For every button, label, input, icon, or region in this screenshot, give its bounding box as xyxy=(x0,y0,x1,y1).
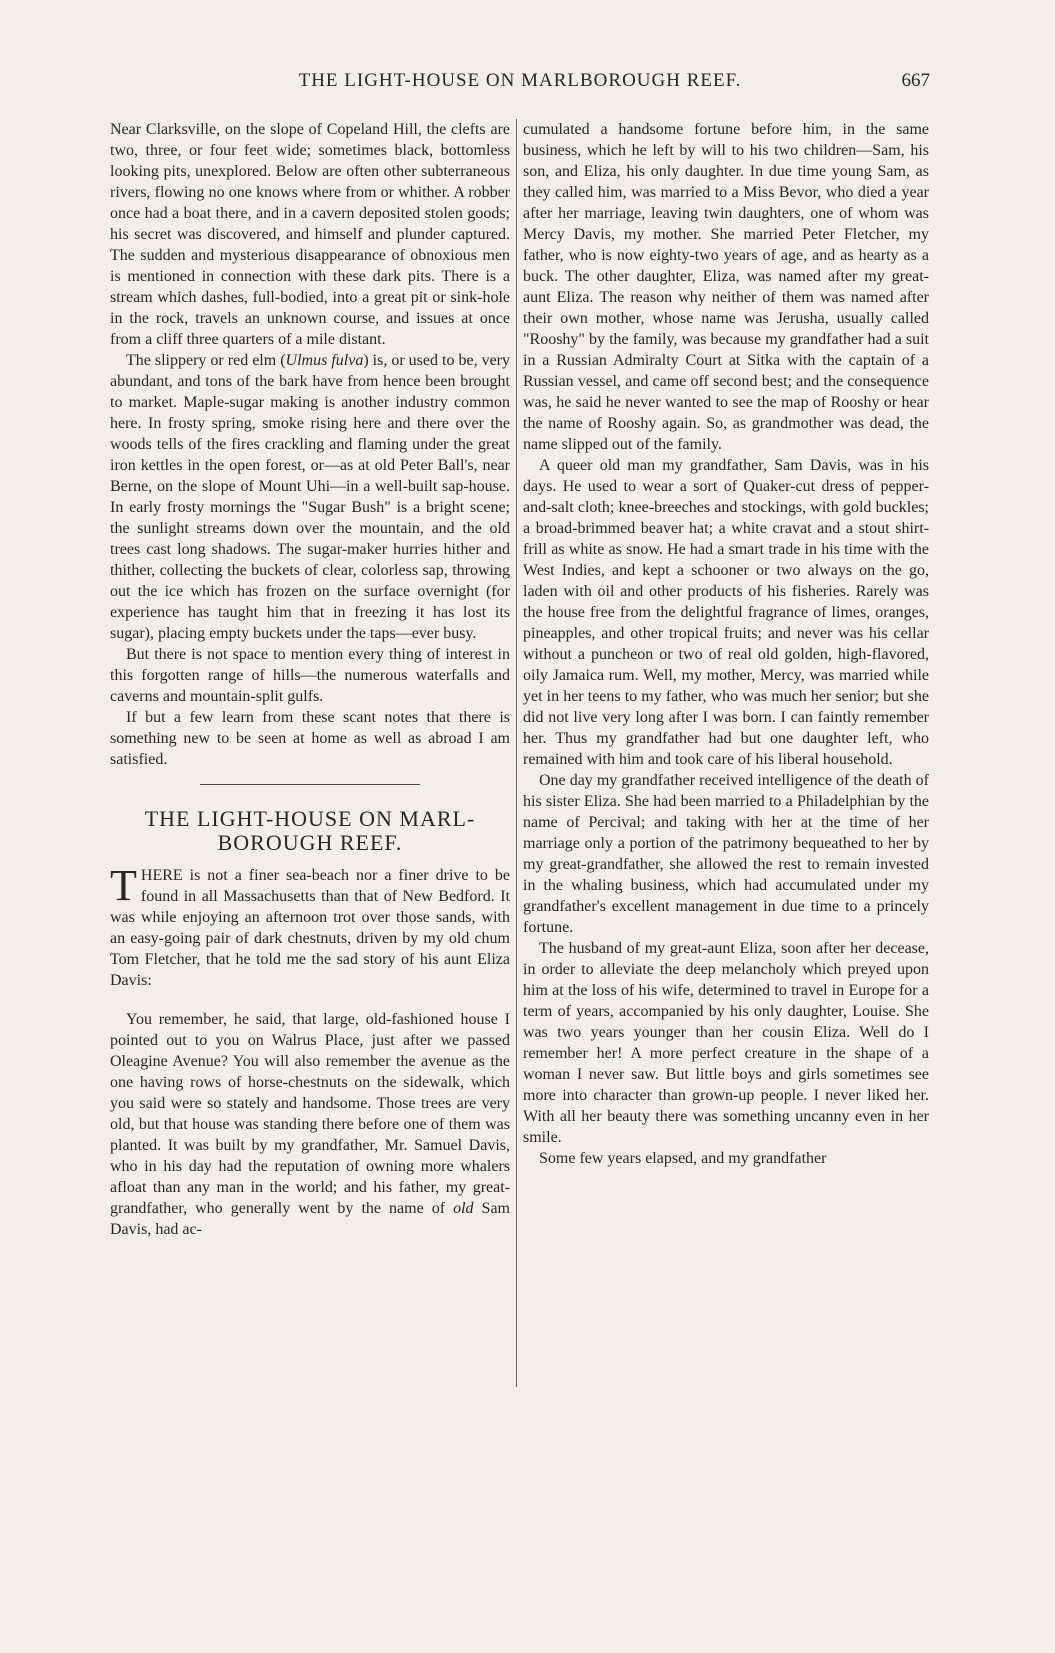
paragraph: Near Clarksville, on the slope of Copeland Hill, the clefts are two, three, or four feet wide; sometimes black, bottomless looking pits, unexplored. Below are often other subterraneous rivers, flowing no one knows where from or whither. A robber once had a boat there, and in a cavern deposited stolen goods; his secret was discovered, and himself and plunder captured. The sudden and mysterious disappearance of obnoxious men is mentioned in connection with these dark pits. There is a stream which dashes, full-bodied, into a great pit or sink-hole in the rock, travels an unknown course, and issues at once from a cliff three quarters of a mile distant. xyxy=(110,121,510,348)
paragraph: If but a few learn from these scant notes that there is something new to be seen at home as well as abroad I am satisfied. xyxy=(110,709,510,768)
left-column xyxy=(110,119,510,1240)
running-title: THE LIGHT-HOUSE ON MARLBOROUGH REEF. xyxy=(298,70,742,91)
right-column xyxy=(523,119,929,1169)
paragraph: The slippery or red elm (Ulmus fulva) is, or used to be, very abundant, and tons of the bark have from hence been brought to market. Maple-sugar making is another industry common here. In frosty spring, smoke rising here and there over the woods tells of the fires crackling and flaming under the great iron kettles in the open forest, or—as at old Peter Ball's, near Berne, on the slope of Mount Uhi—in a well-built sap-house. In early frosty mornings the "Sugar Bush" is a bright scene; the sunlight streams down over the mountain, and the old trees cast long shadows. The sugar-maker hurries hither and thither, collecting the buckets of clear, colorless sap, throwing out the ice which has frozen on the surface overnight (for experience has taught him that in freezing it has lost its sugar), placing empty buckets under the taps—ever busy. xyxy=(110,352,511,642)
running-header xyxy=(110,70,930,96)
paragraph: The husband of my great-aunt Eliza, soon after her decease, in order to alleviate the deep melancholy which preyed upon him at the loss of his wife, determined to travel in Europe for a term of years, accompanied by his only daughter, Louise. She was two years younger than her cousin Eliza. Well do I remember her! A more perfect creature in the shape of a woman I never saw. But little boys and girls sometimes see more into character than grown-up people. I never liked her. With all her beauty there was something uncanny even in her smile. xyxy=(523,940,929,1146)
paragraph: You remember, he said, that large, old-fashioned house I pointed out to you on Walrus Place, just after we passed Oleagine Avenue? You will also remember the avenue as the one having rows of horse-chestnuts on the sidewalk, which you said were so stately and handsome. Those trees are very old, but that house was standing there before one of them was planted. It was built by my grandfather, Mr. Samuel Davis, who in his day had the reputation of owning more whalers afloat than any man in the world; and his father, my great-grandfather, who generally went by the name of old Sam Davis, had ac- xyxy=(110,1011,510,1238)
paragraph: One day my grandfather received intelligence of the death of his sister Eliza. She had been married to a Philadelphian by the name of Percival; and taking with her at the time of her marriage only a portion of the patrimony bequeathed to her by my great-grandfather, she allowed the rest to remain invested in the whaling business, which had accumulated under my grandfather's excellent management in due time to a princely fortune. xyxy=(523,772,929,936)
section-divider xyxy=(200,784,420,785)
column-divider xyxy=(516,119,517,1387)
article-title: THE LIGHT-HOUSE ON MARL- BOROUGH REEF. xyxy=(144,806,476,855)
paragraph: Some few years elapsed, and my grandfather xyxy=(539,1150,827,1167)
page-number: 667 xyxy=(901,70,930,91)
italic-species-name: Ulmus fulva xyxy=(285,352,364,369)
drop-cap: T xyxy=(110,861,137,910)
paragraph: But there is not space to mention every thing of interest in this forgotten range of hills—the numerous waterfalls and caverns and mountain-split gulfs. xyxy=(110,646,510,705)
intro-paragraph: THERE is not a finer sea-beach nor a finer drive to be found in all Massachusetts than that of New Bedford. It was while enjoying an afternoon trot over those sands, with an easy-going pair of dark chestnuts, driven by my old chum Tom Fletcher, that he told me the sad story of his aunt Eliza Davis: xyxy=(110,861,510,989)
paragraph: cumulated a handsome fortune before him, in the same business, which he left by will to his two children—Sam, his son, and Eliza, his only daughter. In due time young Sam, as they called him, was married to a Miss Bevor, who died a year after her marriage, leaving twin daughters, one of whom was Mercy Davis, my mother. She married Peter Fletcher, my father, who is now eighty-two years of age, and as hearty as a buck. The other daughter, Eliza, was named after my great-aunt Eliza. The reason why neither of them was named after their own mother, whose name was Jerusha, usually called "Rooshy" by the family, was because my grandfather had a suit in a Russian Admiralty Court at Sitka with the captain of a Russian vessel, and came off second best; and the consequence was, he said he never wanted to see the map of Rooshy or hear the name of Rooshy again. So, as grandmother was dead, the name slipped out of the family. xyxy=(523,121,929,453)
paragraph: A queer old man my grandfather, Sam Davis, was in his days. He used to wear a sort of Quaker-cut dress of pepper-and-salt cloth; knee-breeches and stockings, with gold buckles; a broad-brimmed beaver hat; a white cravat and a stout shirt-frill as white as snow. He had a smart trade in his time with the West Indies, and kept a schooner or two always on the go, laden with oil and other products of his fisheries. Rarely was the house free from the delightful fragrance of limes, oranges, pineapples, and other tropical fruits; and never was his cellar without a puncheon or two of real old golden, high-flavored, oily Jamaica rum. Well, my mother, Mercy, was married while yet in her teens to my father, who was much her senior; but she did not live very long after I was born. I can faintly remember her. Thus my grandfather had but one daughter left, who remained with him and took care of his liberal household. xyxy=(523,457,929,768)
spacer xyxy=(110,991,510,1009)
